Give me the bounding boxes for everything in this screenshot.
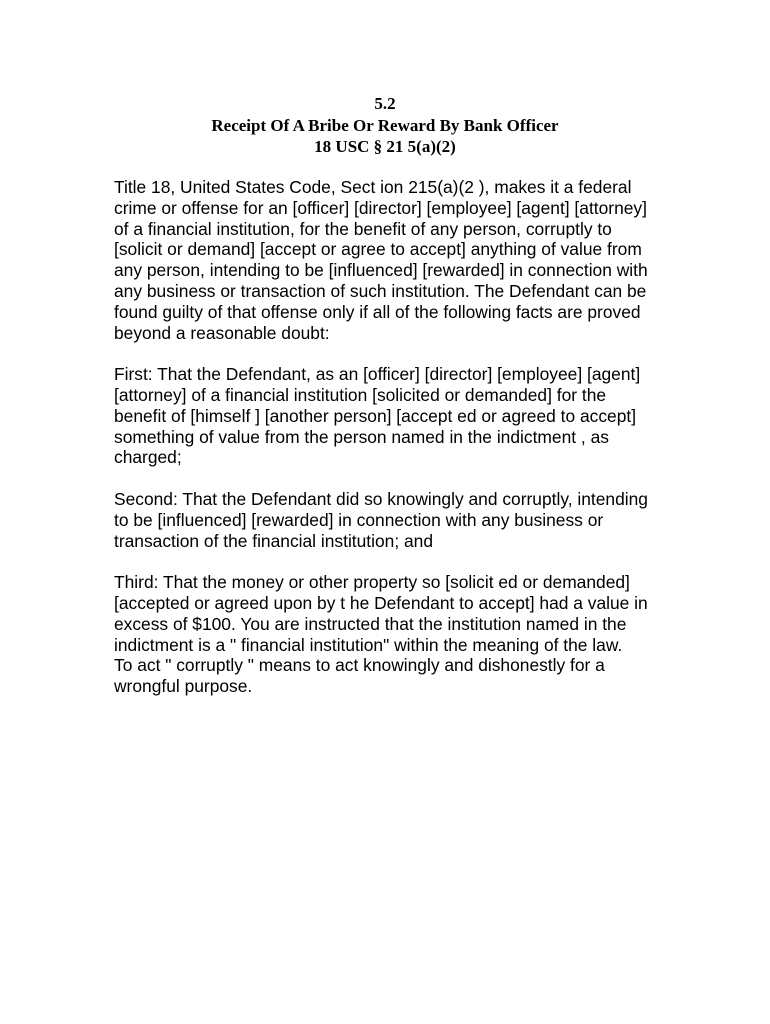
element-first-paragraph: First: That the Defendant, as an [officer] [director] [employee] [agent] [attorney] of a financial institution [solicited or demanded] for the benefit of [himself ] [another person] [accept ed or agreed to accept] something of value from the person named in the indictment , as charged; xyxy=(114,364,641,468)
intro-paragraph: Title 18, United States Code, Sect ion 215(a)(2 ), makes it a federal crime or offense for an [officer] [director] [employee] [agent] [attorney] of a financial institution, for the benefit of any person, corruptly to [solicit or demand] [accept or agree to accept] anything of value from any person, intending to be [influenced] [rewarded] in connection with any business or transaction of such institution. The Defendant can be found guilty of that offense only if all of the following facts are proved beyond a reasonable doubt: xyxy=(114,177,648,343)
document-body xyxy=(114,177,674,718)
section-title: Receipt Of A Bribe Or Reward By Bank Officer xyxy=(211,116,559,135)
section-number: 5.2 xyxy=(374,94,396,113)
element-third-paragraph: Third: That the money or other property so [solicit ed or demanded] [accepted or agreed upon by t he Defendant to accept] had a value in excess of $100. You are instructed that the institution named in the indictment is a " financial institution" within the meaning of the law. To act " corruptly " means to act knowingly and dishonestly for a wrongful purpose. xyxy=(114,572,648,697)
statute-citation: 18 USC § 21 5(a)(2) xyxy=(314,137,456,156)
element-second-paragraph: Second: That the Defendant did so knowingly and corruptly, intending to be [influenced] [rewarded] in connection with any business or transaction of the financial institution; and xyxy=(114,488,648,551)
